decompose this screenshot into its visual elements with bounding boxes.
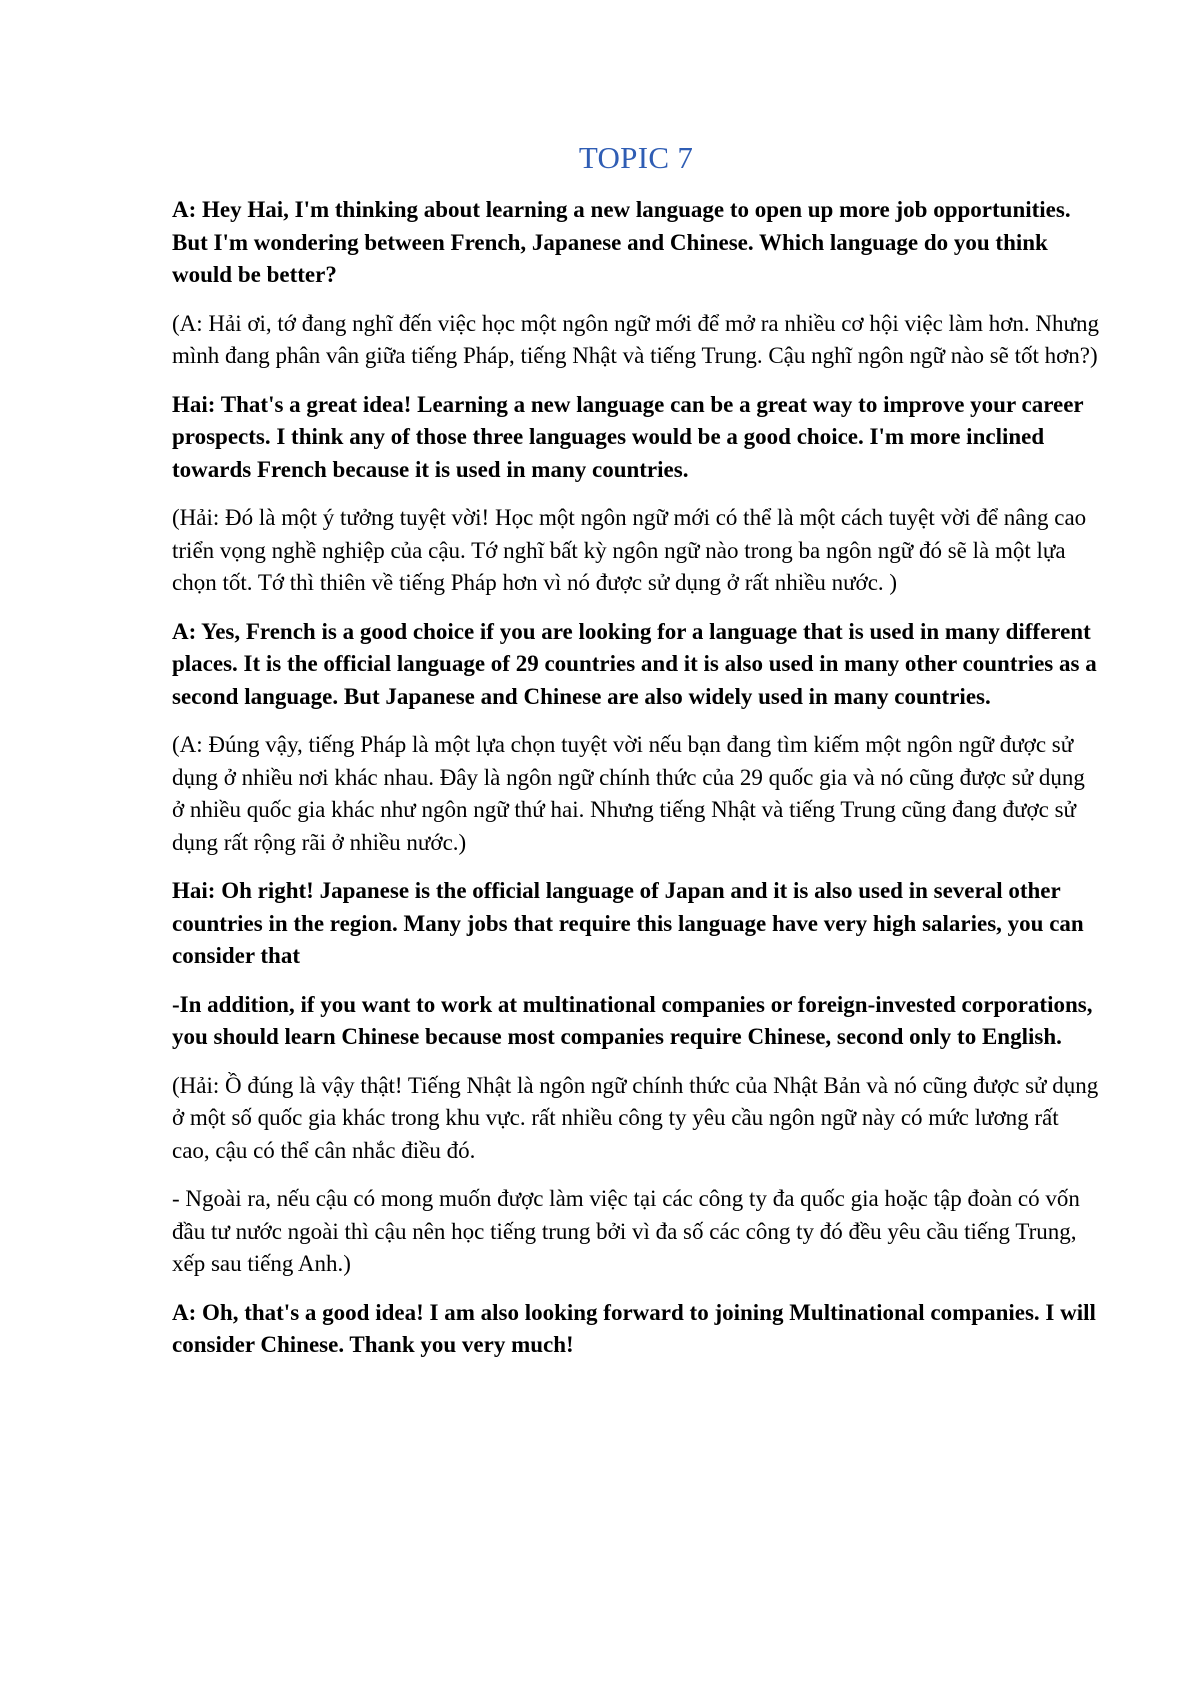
dialogue-a-reply-en: A: Yes, French is a good choice if you are looking for a language that is used in many different places. It is the official language of 29 countries and it is also used in many other countries as a second language. But Japanese and Chinese are also widely used in many countries. — [172, 618, 1097, 709]
dialogue-hai-japanese-vi: (Hải: Ồ đúng là vậy thật! Tiếng Nhật là ngôn ngữ chính thức của Nhật Bản và nó cũng được sử dụng ở một số quốc gia khác trong khu vực. rất nhiều công ty yêu cầu ngôn ngữ này có mức lương rất cao, cậu có thể cân nhắc điều đó. — [172, 1072, 1099, 1163]
dialogue-hai-chinese-vi: - Ngoài ra, nếu cậu có mong muốn được làm việc tại các công ty đa quốc gia hoặc tập đoàn có vốn đầu tư nước ngoài thì cậu nên học tiếng trung bởi vì đa số các công ty đó đều yêu cầu tiếng Trung, xếp sau tiếng Anh.) — [172, 1186, 1080, 1276]
page-title: TOPIC 7 — [578, 140, 694, 175]
dialogue-hai-answer-en: Hai: That's a great idea! Learning a new language can be a great way to improve your career prospects. I think any of those three languages would be a good choice. I'm more inclined towards French because it is used in many countries. — [172, 391, 1084, 482]
dialogue-a-closing-en: A: Oh, that's a good idea! I am also looking forward to joining Multinational companies. I will consider Chinese. Thank you very much! — [172, 1299, 1096, 1357]
dialogue-hai-japanese-en: Hai: Oh right! Japanese is the official language of Japan and it is also used in several other countries in the region. Many jobs that require this language have very high salaries, you can consider that — [172, 878, 1084, 968]
dialogue-a-reply-vi: (A: Đúng vậy, tiếng Pháp là một lựa chọn tuyệt vời nếu bạn đang tìm kiếm một ngôn ngữ được sử dụng ở nhiều nơi khác nhau. Đây là ngôn ngữ chính thức của 29 quốc gia và nó cũng được sử dụng ở nhiều quốc gia khác như ngôn ngữ thứ hai. Nhưng tiếng Nhật và tiếng Trung cũng đang được sử dụng rất rộng rãi ở nhiều nước.) — [172, 732, 1085, 855]
dialogue-a-question-en: A: Hey Hai, I'm thinking about learning a new language to open up more job opportunities. But I'm wondering between French, Japanese and Chinese. Which language do you think would be better? — [172, 197, 1071, 287]
dialogue-hai-chinese-en: -In addition, if you want to work at multinational companies or foreign-invested corporations, you should learn Chinese because most companies require Chinese, second only to English. — [172, 991, 1093, 1049]
dialogue-a-question-vi: (A: Hải ơi, tớ đang nghĩ đến việc học một ngôn ngữ mới để mở ra nhiều cơ hội việc làm hơn. Nhưng mình đang phân vân giữa tiếng Pháp, tiếng Nhật và tiếng Trung. Cậu nghĩ ngôn ngữ nào sẽ tốt hơn?) — [172, 310, 1100, 368]
dialogue-hai-answer-vi: (Hải: Đó là một ý tưởng tuyệt vời! Học một ngôn ngữ mới có thể là một cách tuyệt vời để nâng cao triển vọng nghề nghiệp của cậu. Tớ nghĩ bất kỳ ngôn ngữ nào trong ba ngôn ngữ đó sẽ là một lựa chọn tốt. Tớ thì thiên về tiếng Pháp hơn vì nó được sử dụng ở rất nhiều nước. ) — [172, 505, 1087, 595]
